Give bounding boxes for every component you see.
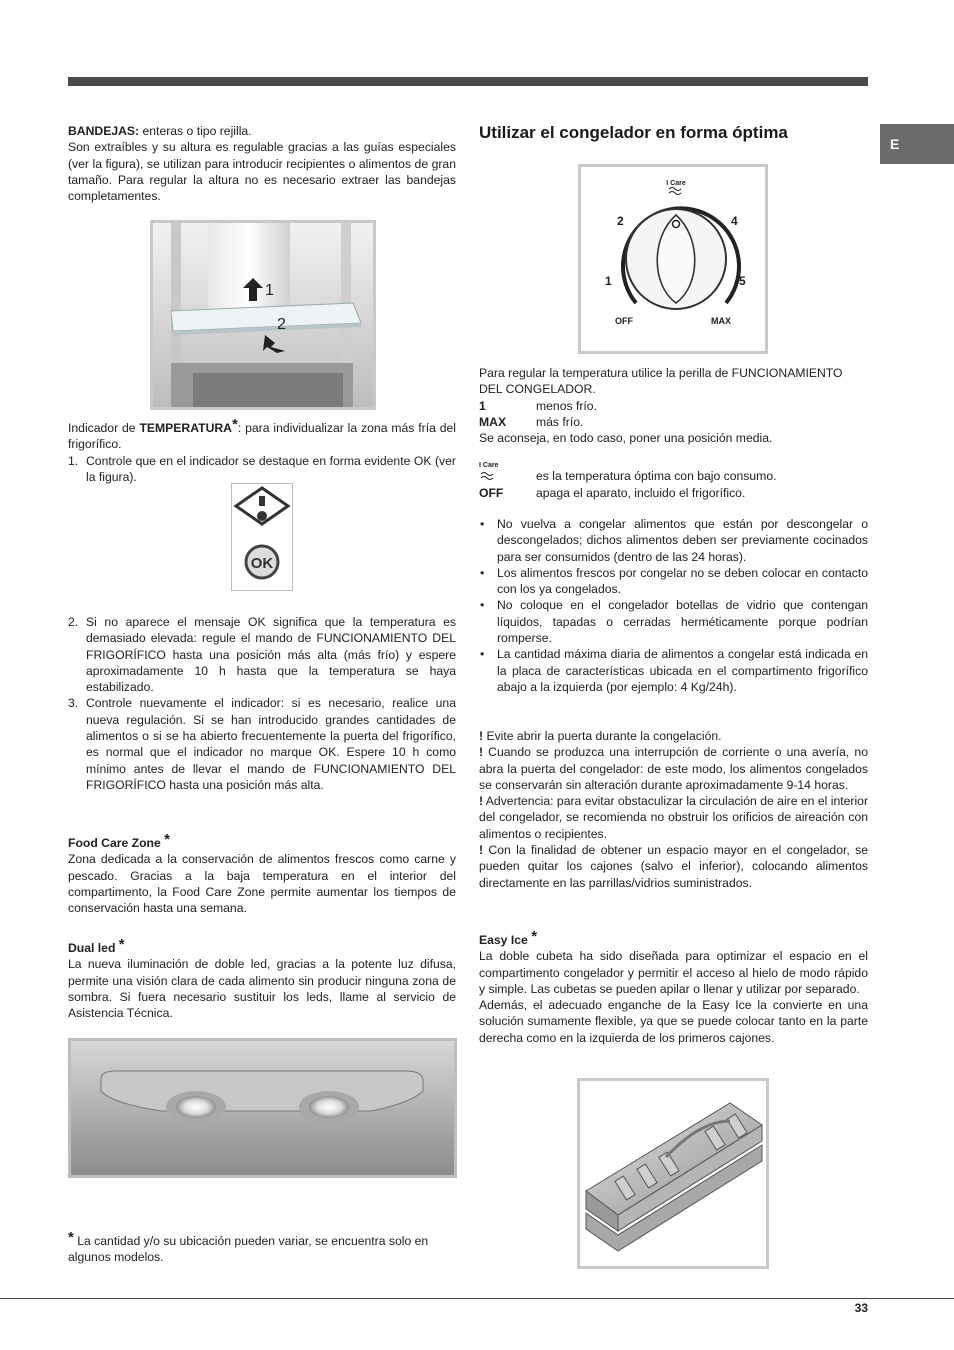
icare-wave-small-icon [479, 471, 503, 481]
dial-4: 4 [731, 214, 738, 228]
warning-3: Advertencia: para evitar obstaculizar la circulación de aire en el interior del congelador, se recomienda no obstruir los orificios de aireación con alimentos o recipientes. [479, 794, 868, 841]
shelf-illustration [153, 223, 373, 407]
language-tab: E [880, 124, 954, 164]
warning-2: Cuando se produzca una interrupción de corriente o una avería, no abra la puerta del congelador: de este modo, los alimentos congelados se conservarán sin alteración durante aproximadamente 9-14 horas. [479, 745, 868, 792]
bandejas-label: BANDEJAS: [68, 124, 140, 138]
dual-title: Dual led [68, 941, 116, 955]
bandejas-intro: enteras o tipo rejilla. [139, 124, 252, 138]
def-1: 1 menos frío. [479, 398, 597, 413]
bandejas-text: Son extraíbles y su altura es regulable gracias a las guías especiales (ver la figura), se utilizan para introducir recipientes o alimentos de gran tamaño. Para regular la altura no es necesario extraer las bandejas completamentes. [68, 140, 456, 204]
food-care-zone-section: Food Care Zone * Zona dedicada a la conservación de alimentos frescos como carne y pescado. Gracias a la baja temperatura en el interior del compartimento, la Food Care Zone permite aumentar los tiempos de conservación hasta una semana. [68, 831, 456, 916]
easy-ice-figure [577, 1078, 769, 1269]
warnings-section: ! Evite abrir la puerta durante la congelación. ! Cuando se produzca una interrupción de corriente o una avería, no abra la puerta del congelador: de este modo, los alimentos congelados se conservarán sin alteración durante aproximadamente 9-14 horas. ! Advertencia: para evitar obstaculizar la circulación de aire en el interior del congelador, se recomienda no obstruir los orificios de aireación con alimentos o recipientes. ! Con la finalidad de obtener un espacio mayor en el congelador, se pueden quitar los cajones (salvo el inferior), colocando alimentos directamente en las parrillas/vidrios suministrados. [479, 729, 868, 890]
regulate-section [479, 365, 868, 446]
dial-1: 1 [605, 274, 612, 288]
dual-led-illustration [71, 1041, 454, 1175]
top-rule [68, 77, 868, 86]
icare-section [479, 459, 868, 501]
bullet-item: • No vuelva a congelar alimentos que están por descongelar o descongelados; dichos alimentos deben ser previamente cocinados para ser consumidos (dentro de las 24 horas). [479, 516, 868, 565]
fcz-text: Zona dedicada a la conservación de alimentos frescos como carne y pescado. Gracias a la baja temperatura en el interior del compartimento, la Food Care Zone permite aumentar los tiempos de conservación hasta una semana. [68, 852, 456, 916]
temp-label: TEMPERATURA [139, 421, 232, 435]
temp-star: * [231, 416, 238, 433]
easy-text-1: La doble cubeta ha sido diseñada para optimizar el espacio en el compartimento congelador y permitir el acceso al hielo de modo rápido y simple. Las cubetas se pueden apilar o llenar y utilizar por separado. [479, 949, 868, 996]
bullet-item: • La cantidad máxima diaria de alimentos a congelar está indicada en la placa de características ubicada en el compartimento frigorífico abajo a la izquierda (por ejemplo: 4 Kg/24h). [479, 646, 868, 695]
temp-prefix: Indicador de [68, 421, 140, 435]
ok-text: OK [250, 555, 274, 572]
dial-5: 5 [739, 274, 746, 288]
dual-led-section: Dual led * La nueva iluminación de doble led, gracias a la potente luz difusa, permite una visión clara de cada alimento sin producir ninguna zona de sombra. Si fuera necesario sustituir los leds, llame al servicio de Asistencia Técnica. [68, 936, 456, 1021]
bullet-item: • No coloque en el congelador botellas de vidrio que contengan líquidos, tapadas o cerradas herméticamente porque podrían romperse. [479, 597, 868, 646]
freezer-dial-figure [578, 164, 768, 354]
step-2: 2. Si no aparece el mensaje OK significa que la temperatura es demasiado elevada: regule el mando de FUNCIONAMIENTO DEL FRIGORÍFICO hasta una posición más alta (más frío) y espere aproximadamente 10 h hasta que la temperatura se haya estabilizado. [68, 615, 456, 695]
easy-ice-illustration [580, 1081, 766, 1266]
freezer-bullets [479, 516, 868, 695]
shelf-label-2: 2 [277, 316, 286, 333]
fcz-title: Food Care Zone [68, 836, 161, 850]
temperature-section [68, 417, 456, 485]
dial-max: MAX [711, 316, 731, 326]
warning-4: Con la finalidad de obtener un espacio mayor en el congelador, se pueden quitar los cajones (salvo el inferior), colocando alimentos directamente en las parrillas/vidrios suministrados. [479, 843, 868, 890]
bandejas-section [68, 123, 456, 204]
easy-title: Easy Ice [479, 933, 528, 947]
def-max: MAX más frío. [479, 414, 584, 429]
regulate-text: Para regular la temperatura utilice la perilla de FUNCIONAMIENTO DEL CONGELADOR. [479, 366, 843, 397]
easy-ice-section: Easy Ice * La doble cubeta ha sido diseñada para optimizar el espacio en el compartimento congelador y permitir el acceso al hielo de modo rápido y simple. Las cubetas se pueden apilar o llenar y utilizar por separado. Además, el adecuado enganche de la Easy Ice la convierte en una solución sumamente flexible, ya que se puede colocar tanto en la parte derecha como en la izquierda de los primeros cajones. [479, 928, 868, 1045]
footnote-text: La cantidad y/o su ubicación pueden variar, se encuentra solo en algunos modelos. [68, 1234, 429, 1265]
dual-led-figure [68, 1038, 457, 1178]
step-3: 3. Controle nuevamente el indicador: si es necesario, realice una nueva regulación. Si se han introducido grandes cantidades de alimentos o si se ha abierto frecuentemente la puerta del frigorífico, es normal que el indicador no marque OK. Espere 10 h como mínimo antes de llevar el mando de FUNCIONAMIENTO DEL FRIGORÍFICO hasta una posición más alta. [68, 696, 456, 792]
page-number: 33 [854, 1301, 868, 1315]
step-1: 1. Controle que en el indicador se destaque en forma evidente OK (ver la figura). [68, 453, 456, 484]
advise-text: Se aconseja, en todo caso, poner una posición media. [479, 431, 773, 446]
dial-off: OFF [615, 316, 633, 326]
dial-2: 2 [617, 214, 624, 228]
ok-indicator-figure [231, 483, 293, 591]
icare-wave-icon [669, 188, 681, 195]
footnote: * La cantidad y/o su ubicación pueden variar, se encuentra solo en algunos modelos. [68, 1229, 429, 1265]
steps-2-3 [68, 614, 456, 793]
dial-icare: I Care [666, 180, 686, 187]
icare-small-label: I Care [479, 462, 499, 469]
shelf-label-1: 1 [265, 282, 274, 299]
dual-text: La nueva iluminación de doble led, gracias a la potente luz difusa, permite una visión clara de cada alimento sin producir ninguna zona de sombra. Si fuera necesario sustituir los leds, llame al servicio de Asistencia Técnica. [68, 957, 456, 1021]
shelf-figure [150, 220, 376, 410]
def-off: OFF apaga el aparato, incluido el frigorífico. [479, 486, 746, 500]
temp-suffix: : para individualizar la zona más fría del frigorífico. [68, 421, 457, 452]
page-title: Utilizar el congelador en forma óptima [479, 123, 788, 142]
warning-1: Evite abrir la puerta durante la congelación. [483, 729, 722, 743]
icare-value: es la temperatura óptima con bajo consumo. [536, 469, 777, 483]
drop-icon [257, 511, 267, 521]
bottom-rule [0, 1298, 954, 1299]
easy-text-2: Además, el adecuado enganche de la Easy Ice la convierte en una solución sumamente flexible, ya que se puede colocar tanto en la parte derecha como en la izquierda de los primeros cajones. [479, 998, 868, 1045]
bullet-item: • Los alimentos frescos por congelar no se deben colocar en contacto con los ya congelados. [479, 565, 868, 598]
freezer-dial [581, 167, 765, 351]
